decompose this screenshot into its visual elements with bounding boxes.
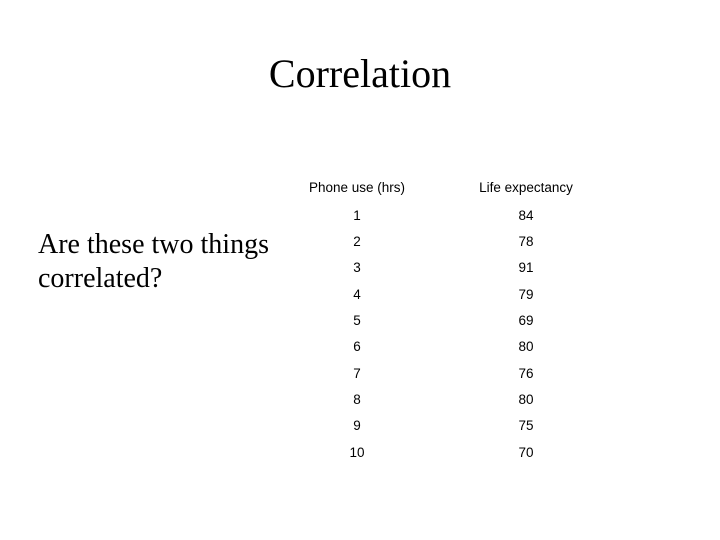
- cell-life-expectancy: 80: [518, 392, 534, 407]
- cell-phone-use: 6: [353, 339, 361, 354]
- cell-phone-use: 8: [353, 392, 361, 407]
- cell-phone-use: 9: [353, 418, 361, 433]
- cell-phone-use: 1: [353, 208, 361, 223]
- cell-phone-use: 5: [353, 313, 361, 328]
- header-phone-use: Phone use (hrs): [308, 180, 406, 195]
- cell-life-expectancy: 80: [518, 339, 534, 354]
- cell-phone-use: 3: [353, 260, 361, 275]
- slide-title: Correlation: [268, 51, 452, 96]
- cell-life-expectancy: 84: [518, 208, 534, 223]
- cell-phone-use: 4: [353, 287, 361, 302]
- cell-phone-use: 7: [353, 366, 361, 381]
- cell-life-expectancy: 78: [518, 234, 534, 249]
- cell-life-expectancy: 91: [518, 260, 534, 275]
- cell-phone-use: 2: [353, 234, 361, 249]
- cell-life-expectancy: 69: [518, 313, 534, 328]
- question-text: Are these two things correlated?: [38, 229, 269, 294]
- cell-phone-use: 10: [349, 445, 365, 460]
- cell-life-expectancy: 76: [518, 366, 534, 381]
- cell-life-expectancy: 79: [518, 287, 534, 302]
- header-life-expectancy: Life expectancy: [479, 180, 573, 195]
- cell-life-expectancy: 70: [518, 445, 534, 460]
- cell-life-expectancy: 75: [518, 418, 534, 433]
